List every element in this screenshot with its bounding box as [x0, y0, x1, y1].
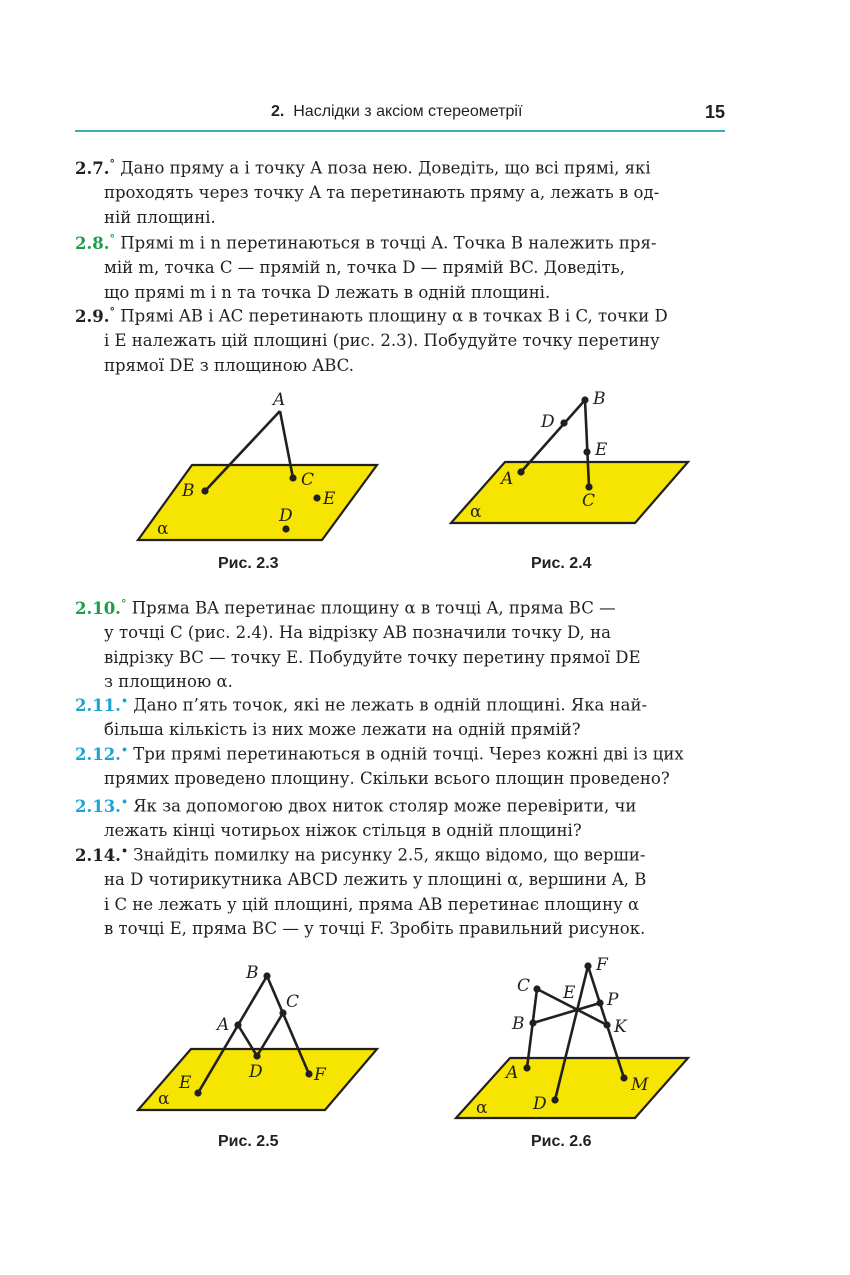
problem-text-line: більша кількість із них може лежати на одній прямій? [104, 720, 581, 739]
problem-number: 2.11.• [75, 694, 128, 715]
problem-text-line: лежать кінці чотирьох ніжок стільця в одній площині? [104, 821, 582, 840]
problem-number: 2.9.° [75, 305, 115, 326]
point-B [529, 1019, 536, 1026]
label-C: C [286, 992, 300, 1012]
label-B: B [182, 481, 195, 501]
label-E: E [595, 440, 608, 460]
point-K [603, 1021, 610, 1028]
problem-text-line: Дано п’ять точок, які не лежать в одній площині. Яка най- [133, 695, 648, 715]
label-E: E [179, 1073, 192, 1093]
label-C: C [582, 491, 596, 511]
problem-text-line: з площиною α. [104, 672, 233, 691]
problem-text-line: відрізку BC — точку E. Побудуйте точку перетину прямої DE [104, 647, 641, 667]
problem-text-line: Три прямі перетинаються в одній точці. Через кожні дві із цих [133, 744, 684, 764]
problem-number: 2.7.° [75, 157, 115, 178]
label-alpha: α [158, 1089, 170, 1109]
label-E: E [563, 983, 576, 1003]
problem-text-line: Прямі m і n перетинаються в точці A. Точка B належить пря- [120, 233, 657, 253]
problem-text-line: прямих проведено площину. Скільки всього площин проведено? [104, 769, 670, 788]
problem-text-line: на D чотирикутника ABCD лежить у площині α, вершини A, B [104, 870, 647, 889]
label-K: K [614, 1017, 627, 1037]
problem-text-line: Пряма BA перетинає площину α в точці A, пряма BC — [131, 598, 616, 618]
label-alpha: α [470, 502, 482, 522]
point-C [533, 985, 540, 992]
label-C: C [301, 470, 315, 490]
figure-caption: Рис. 2.3 [218, 555, 279, 572]
label-alpha: α [157, 519, 169, 539]
problem-text-line: мій m, точка C — прямій n, точка D — прямій BC. Доведіть, [104, 258, 625, 277]
point-A [523, 1064, 530, 1071]
label-F: F [314, 1065, 326, 1085]
figure-caption: Рис. 2.6 [531, 1133, 592, 1150]
point-D [551, 1096, 558, 1103]
problem-number: 2.13.• [75, 795, 128, 816]
problem-text-line: Дано пряму a і точку A поза нею. Доведіть, що всі прямі, які [120, 158, 651, 178]
problem-text-line: в точці E, пряма BC — у точці F. Зробіть правильний рисунок. [104, 919, 646, 938]
plane-alpha [456, 1058, 688, 1118]
problem-number: 2.10.° [75, 597, 127, 618]
problem-text-line: проходять через точку A та перетинають пряму a, лежать в од- [104, 183, 660, 202]
label-E: E [323, 489, 336, 509]
label-A: A [273, 390, 286, 410]
label-A: A [501, 469, 514, 489]
problem-text-line: Знайдіть помилку на рисунку 2.5, якщо відомо, що верши- [133, 845, 646, 865]
point-P [596, 999, 603, 1006]
problem-text-line: Як за допомогою двох ниток столяр може перевірити, чи [133, 796, 637, 816]
label-D: D [533, 1094, 547, 1114]
label-C: C [517, 976, 531, 996]
label-A: A [506, 1063, 519, 1083]
label-P: P [607, 990, 619, 1010]
problem-text-line: і E належать цій площині (рис. 2.3). Побудуйте точку перетину [104, 331, 660, 350]
problem-text-line: ній площині. [104, 207, 216, 227]
label-M: M [631, 1075, 649, 1095]
problem-text-line: і C не лежать у цій площині, пряма AB перетинає площину α [104, 894, 640, 914]
problem-text-line: Прямі AB і AC перетинають площину α в точках B і C, точки D [120, 306, 668, 326]
label-alpha: α [476, 1098, 488, 1118]
point-M [620, 1074, 627, 1081]
chapter-title-text: Наслідки з аксіом стереометрії [293, 103, 523, 120]
label-D: D [249, 1062, 263, 1082]
segment-BP [533, 1003, 600, 1023]
problem-text-line: що прямі m і n та точка D лежать в одній площині. [104, 282, 551, 302]
page-number: 15 [704, 102, 725, 122]
problem-number: 2.8.° [75, 232, 115, 253]
label-B: B [512, 1014, 525, 1034]
problem-text-line: прямої DE з площиною ABC. [104, 355, 354, 375]
segment-CA [527, 989, 537, 1068]
label-B: B [246, 963, 259, 983]
problem-number: 2.14.• [75, 844, 128, 865]
chapter-number: 2. [271, 103, 285, 120]
point-F [584, 962, 591, 969]
figure-caption: Рис. 2.4 [531, 555, 592, 572]
label-A: A [217, 1015, 230, 1035]
label-D: D [279, 506, 293, 526]
label-F: F [596, 955, 608, 975]
label-B: B [593, 389, 606, 409]
figure-caption: Рис. 2.5 [218, 1133, 279, 1150]
label-D: D [541, 412, 555, 432]
problem-text-line: у точці C (рис. 2.4). На відрізку AB позначили точку D, на [104, 623, 612, 642]
problem-number: 2.12.• [75, 743, 128, 764]
